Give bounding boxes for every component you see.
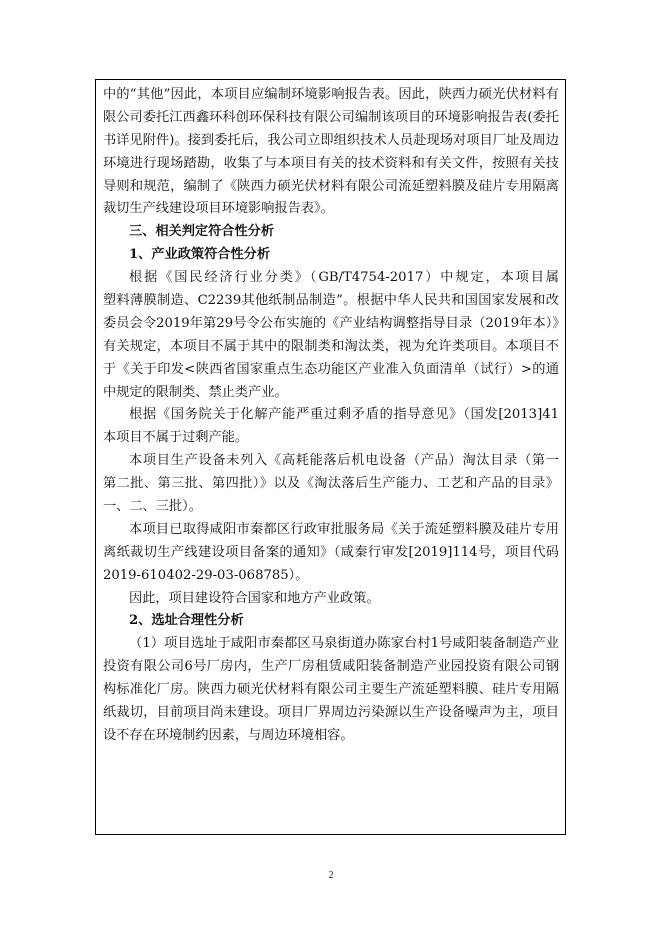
subsection-heading: 1、产业政策符合性分析 [129,247,271,263]
section-heading: 三、相关判定符合性分析 [129,224,275,240]
subsection-heading: 2、选址合理性分析 [129,613,244,629]
text-line: 中的“其他”因此，本项目应编制环境影响报告表。因此，陕西力硕光伏材料有 [103,87,559,102]
text-line: 离纸裁切生产线建设项目备案的通知》（咸秦行审发[2019]114号，项目代码 [103,544,559,560]
text-line: 书详见附件)。接到委托后，我公司立即组织技术人员赴现场对项目厂址及周边 [103,132,559,148]
text-line: 本项目生产设备未列入《高耗能落后机电设备（产品）淘汰目录（第一 [129,453,559,469]
document-body [103,84,559,748]
text-line: 环境进行现场踏勘，收集了与本项目有关的技术资料和有关文件，按照有关技 [103,155,559,171]
text-line: 设不存在环境制约因素，与周边环境相容。 [103,727,354,743]
text-line: 委员会令2019年第29号令公布实施的《产业结构调整指导目录（2019年本）》 [103,315,559,331]
text-line: 第二批、第三批、第四批）》以及《淘汰落后生产能力、工艺和产品的目录》 [103,476,559,492]
text-line: 因此，项目建设符合国家和地方产业政策。 [129,590,380,606]
text-line: 有关规定，本项目不属于其中的限制类和淘汰类，视为允许类项目。本项目不 [103,338,559,354]
text-line: 构标准化厂房。陕西力硕光伏材料有限公司主要生产流延塑料膜、硅片专用隔 [103,682,559,698]
text-line: 纸裁切，目前项目尚未建设。项目厂界周边污染源以生产设备噪声为主，项目 [103,705,559,721]
page-number: 2 [328,870,334,881]
text-line: 中规定的限制类、禁止类产业。 [103,384,288,400]
text-line: 2019-610402-29-03-068785）。 [103,567,309,583]
text-line: 塑料薄膜制造、C2239其他纸制品制造”。根据中华人民共和国国家发展和改 [103,293,559,309]
text-line: （1）项目选址于咸阳市秦都区马泉街道办陈家台村1号咸阳装备制造产业 [129,636,559,652]
text-line: 根据《国民经济行业分类》（GB/T4754-2017）中规定，本项目属 [129,270,559,286]
text-line: 一、二、三批）。 [103,499,202,515]
text-line: 根据《国务院关于化解产能严重过剩矛盾的指导意见》（国发[2013]41 [129,407,559,423]
text-line: 限公司委托江西鑫环科创环保科技有限公司编制该项目的环境影响报告表(委托 [103,109,559,125]
text-line: 本项目不属于过剩产能。 [103,430,249,446]
text-line: 于《关于印发<陕西省国家重点生态功能区产业准入负面清单（试行）>的通 [103,361,559,377]
text-line: 导则和规范，编制了《陕西力硕光伏材料有限公司流延塑料膜及硅片专用隔离 [103,178,559,194]
text-line: 裁切生产线建设项目环境影响报告表》。 [103,201,334,217]
text-line: 投资有限公司6号厂房内，生产厂房租赁咸阳装备制造产业园投资有限公司钢 [103,659,559,675]
text-line: 本项目已取得咸阳市秦都区行政审批服务局《关于流延塑料膜及硅片专用 [129,521,559,537]
